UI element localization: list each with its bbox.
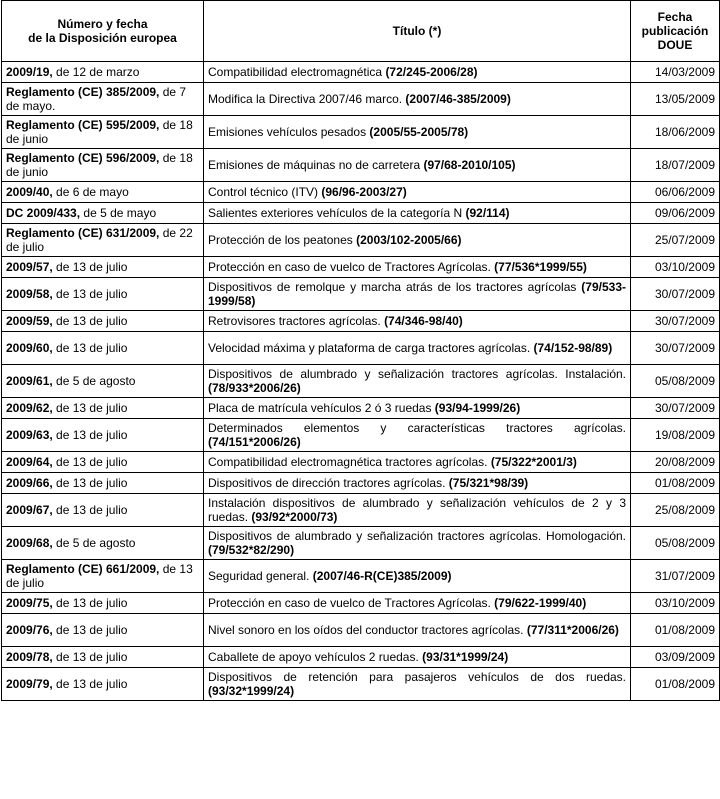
disposicion-fecha: de 6 de mayo — [52, 185, 129, 199]
cell-fecha-publicacion — [631, 398, 720, 419]
cell-titulo — [204, 647, 631, 668]
disposicion-fecha: de 13 de julio — [52, 623, 128, 637]
disposicion-numero: 2009/62, — [6, 401, 53, 415]
table-row — [2, 365, 720, 398]
cell-titulo — [204, 668, 631, 701]
titulo-texto: Protección en caso de vuelco de Tractores Agrícolas. — [208, 260, 495, 274]
fecha-doue: 19/08/2009 — [654, 428, 715, 442]
titulo-referencia: (74/151*2006/26) — [208, 435, 301, 449]
disposicion-fecha: de 13 de julio — [52, 314, 128, 328]
cell-fecha-publicacion — [631, 419, 720, 452]
fecha-doue: 03/09/2009 — [654, 650, 715, 664]
table-row — [2, 83, 720, 116]
cell-titulo — [204, 527, 631, 560]
disposicion-fecha: de 13 de julio — [52, 341, 128, 355]
fecha-doue: 05/08/2009 — [654, 536, 715, 550]
fecha-doue: 01/08/2009 — [654, 677, 715, 691]
header-numero-fecha: Número y fecha de la Disposición europea — [2, 1, 204, 62]
table-row — [2, 398, 720, 419]
table-row — [2, 560, 720, 593]
titulo-referencia: (74/346-98/40) — [384, 314, 463, 328]
titulo-texto: Dispositivos de alumbrado y señalización tractores agrícolas. Instalación. — [208, 367, 626, 381]
disposicion-fecha: de 13 de julio — [52, 401, 128, 415]
titulo-referencia: (93/92*2000/73) — [251, 510, 338, 524]
table-row — [2, 257, 720, 278]
titulo-referencia: (79/622-1999/40) — [494, 596, 587, 610]
cell-fecha-publicacion — [631, 116, 720, 149]
table-row — [2, 332, 720, 365]
cell-titulo — [204, 83, 631, 116]
cell-numero-fecha — [2, 419, 204, 452]
titulo-referencia: (75/322*2001/3) — [490, 455, 577, 469]
titulo-referencia: (79/533-1999/58) — [208, 280, 626, 308]
cell-numero-fecha — [2, 278, 204, 311]
table-row — [2, 62, 720, 83]
table-row — [2, 593, 720, 614]
titulo-referencia: (75/321*98/39) — [448, 476, 529, 490]
titulo-texto: Emisiones vehículos pesados — [208, 125, 370, 139]
titulo-texto: Emisiones de máquinas no de carretera — [208, 158, 424, 172]
titulo-referencia: (93/31*1999/24) — [422, 650, 509, 664]
table-row — [2, 149, 720, 182]
titulo-referencia: (2007/46-385/2009) — [405, 92, 511, 106]
titulo-texto: Nivel sonoro en los oídos del conductor tractores agrícolas. — [208, 623, 527, 637]
titulo-texto: Instalación dispositivos de alumbrado y señalización vehículos de 2 y 3 ruedas. — [208, 496, 626, 524]
titulo-referencia: (74/152-98/89) — [533, 341, 613, 355]
fecha-doue: 18/06/2009 — [654, 125, 715, 139]
header-fecha-publicacion: Fecha publicación DOUE — [631, 1, 720, 62]
cell-titulo — [204, 560, 631, 593]
table-header-row — [2, 1, 720, 62]
cell-titulo — [204, 365, 631, 398]
cell-titulo — [204, 149, 631, 182]
disposicion-numero: DC 2009/433, — [6, 206, 81, 220]
disposicion-numero: 2009/58, — [6, 287, 53, 301]
disposicion-fecha: de 13 de julio — [52, 455, 128, 469]
cell-numero-fecha — [2, 62, 204, 83]
disposicion-fecha: de 7 de mayo. — [6, 85, 187, 113]
disposicion-fecha: de 13 de julio — [52, 677, 128, 691]
cell-numero-fecha — [2, 203, 204, 224]
titulo-texto: Protección en caso de vuelco de Tractores Agrícolas. — [208, 596, 495, 610]
cell-numero-fecha — [2, 452, 204, 473]
disposicion-numero: 2009/78, — [6, 650, 53, 664]
cell-numero-fecha — [2, 560, 204, 593]
titulo-referencia: (96/96-2003/27) — [321, 185, 407, 199]
fecha-doue: 30/07/2009 — [654, 341, 715, 355]
disposicion-numero: Reglamento (CE) 661/2009, — [6, 562, 160, 576]
cell-numero-fecha — [2, 311, 204, 332]
cell-numero-fecha — [2, 494, 204, 527]
disposicion-numero: Reglamento (CE) 385/2009, — [6, 85, 160, 99]
disposicion-fecha: de 13 de julio — [52, 596, 128, 610]
disposicion-numero: Reglamento (CE) 596/2009, — [6, 151, 160, 165]
fecha-doue: 03/10/2009 — [654, 596, 715, 610]
cell-numero-fecha — [2, 398, 204, 419]
fecha-doue: 30/07/2009 — [654, 314, 715, 328]
titulo-texto: Caballete de apoyo vehículos 2 ruedas. — [208, 650, 423, 664]
cell-numero-fecha — [2, 83, 204, 116]
cell-titulo — [204, 332, 631, 365]
disposicion-fecha: de 13 de julio — [52, 650, 128, 664]
cell-fecha-publicacion — [631, 494, 720, 527]
titulo-texto: Salientes exteriores vehículos de la categoría N — [208, 206, 466, 220]
disposicion-fecha: de 13 de julio — [52, 287, 128, 301]
fecha-doue: 09/06/2009 — [654, 206, 715, 220]
cell-numero-fecha — [2, 116, 204, 149]
disposicion-numero: 2009/60, — [6, 341, 53, 355]
fecha-doue: 06/06/2009 — [654, 185, 715, 199]
cell-fecha-publicacion — [631, 593, 720, 614]
cell-fecha-publicacion — [631, 278, 720, 311]
cell-titulo — [204, 224, 631, 257]
titulo-referencia: (78/933*2006/26) — [208, 381, 301, 395]
disposicion-numero: 2009/75, — [6, 596, 53, 610]
titulo-texto: Dispositivos de dirección tractores agrícolas. — [208, 476, 449, 490]
cell-titulo — [204, 203, 631, 224]
titulo-texto: Protección de los peatones — [208, 233, 357, 247]
disposicion-fecha: de 13 de julio — [52, 503, 128, 517]
cell-numero-fecha — [2, 257, 204, 278]
disposicion-fecha: de 5 de agosto — [52, 374, 136, 388]
cell-titulo — [204, 494, 631, 527]
disposicion-numero: 2009/64, — [6, 455, 53, 469]
table-row — [2, 224, 720, 257]
disposicion-numero: Reglamento (CE) 595/2009, — [6, 118, 160, 132]
fecha-doue: 01/08/2009 — [654, 476, 715, 490]
fecha-doue: 05/08/2009 — [654, 374, 715, 388]
cell-fecha-publicacion — [631, 257, 720, 278]
disposicion-fecha: de 13 de julio — [52, 260, 128, 274]
titulo-texto: Control técnico (ITV) — [208, 185, 322, 199]
titulo-texto: Seguridad general. — [208, 569, 313, 583]
cell-fecha-publicacion — [631, 62, 720, 83]
titulo-texto: Velocidad máxima y plataforma de carga tractores agrícolas. — [208, 341, 534, 355]
titulo-texto: Dispositivos de remolque y marcha atrás de los tractores agrícolas — [208, 280, 582, 294]
titulo-texto: Determinados elementos y características tractores agrícolas. — [208, 421, 626, 435]
fecha-doue: 30/07/2009 — [654, 401, 715, 415]
disposicion-numero: 2009/68, — [6, 536, 53, 550]
cell-fecha-publicacion — [631, 647, 720, 668]
cell-fecha-publicacion — [631, 365, 720, 398]
disposicion-fecha: de 12 de marzo — [52, 65, 140, 79]
titulo-referencia: (93/32*1999/24) — [208, 684, 295, 698]
disposicion-fecha: de 13 de julio — [52, 476, 128, 490]
cell-titulo — [204, 257, 631, 278]
disposicion-fecha: de 13 de julio — [52, 428, 128, 442]
fecha-doue: 31/07/2009 — [654, 569, 715, 583]
table-row — [2, 203, 720, 224]
disposicion-numero: 2009/67, — [6, 503, 53, 517]
cell-titulo — [204, 452, 631, 473]
cell-titulo — [204, 116, 631, 149]
cell-fecha-publicacion — [631, 473, 720, 494]
titulo-texto: Dispositivos de retención para pasajeros vehículos de dos ruedas. — [208, 670, 626, 684]
cell-titulo — [204, 278, 631, 311]
cell-titulo — [204, 593, 631, 614]
cell-numero-fecha — [2, 473, 204, 494]
cell-fecha-publicacion — [631, 452, 720, 473]
table-row — [2, 668, 720, 701]
titulo-texto: Compatibilidad electromagnética — [208, 65, 386, 79]
titulo-texto: Retrovisores tractores agrícolas. — [208, 314, 385, 328]
cell-titulo — [204, 311, 631, 332]
cell-fecha-publicacion — [631, 332, 720, 365]
disposicion-numero: 2009/59, — [6, 314, 53, 328]
table-row — [2, 311, 720, 332]
fecha-doue: 25/07/2009 — [654, 233, 715, 247]
disposicion-numero: 2009/19, — [6, 65, 53, 79]
cell-numero-fecha — [2, 668, 204, 701]
fecha-doue: 03/10/2009 — [654, 260, 715, 274]
cell-fecha-publicacion — [631, 311, 720, 332]
cell-fecha-publicacion — [631, 182, 720, 203]
cell-fecha-publicacion — [631, 83, 720, 116]
fecha-doue: 18/07/2009 — [654, 158, 715, 172]
disposicion-numero: 2009/40, — [6, 185, 53, 199]
cell-numero-fecha — [2, 527, 204, 560]
cell-titulo — [204, 473, 631, 494]
disposicion-fecha: de 5 de agosto — [52, 536, 136, 550]
disposicion-numero: 2009/76, — [6, 623, 53, 637]
titulo-texto: Placa de matrícula vehículos 2 ó 3 ruedas — [208, 401, 435, 415]
cell-numero-fecha — [2, 182, 204, 203]
table-row — [2, 182, 720, 203]
table-row — [2, 614, 720, 647]
fecha-doue: 14/03/2009 — [654, 65, 715, 79]
header-titulo: Título (*) — [204, 1, 631, 62]
cell-fecha-publicacion — [631, 560, 720, 593]
cell-fecha-publicacion — [631, 224, 720, 257]
cell-titulo — [204, 419, 631, 452]
cell-numero-fecha — [2, 593, 204, 614]
cell-numero-fecha — [2, 332, 204, 365]
titulo-referencia: (2005/55-2005/78) — [369, 125, 469, 139]
table-row — [2, 473, 720, 494]
cell-titulo — [204, 614, 631, 647]
titulo-referencia: (2003/102-2005/66) — [356, 233, 462, 247]
cell-numero-fecha — [2, 224, 204, 257]
titulo-referencia: (97/68-2010/105) — [423, 158, 516, 172]
titulo-texto: Compatibilidad electromagnética tractores agrícolas. — [208, 455, 491, 469]
table-row — [2, 419, 720, 452]
disposiciones-table — [1, 0, 720, 701]
cell-numero-fecha — [2, 149, 204, 182]
disposicion-fecha: de 18 de junio — [6, 151, 193, 179]
titulo-texto: Modifica la Directiva 2007/46 marco. — [208, 92, 406, 106]
cell-fecha-publicacion — [631, 614, 720, 647]
disposicion-fecha: de 5 de mayo — [80, 206, 157, 220]
disposicion-numero: 2009/66, — [6, 476, 53, 490]
titulo-referencia: (93/94-1999/26) — [434, 401, 521, 415]
cell-titulo — [204, 398, 631, 419]
table-row — [2, 494, 720, 527]
fecha-doue: 30/07/2009 — [654, 287, 715, 301]
titulo-referencia: (72/245-2006/28) — [385, 65, 478, 79]
table-row — [2, 116, 720, 149]
table-row — [2, 527, 720, 560]
cell-numero-fecha — [2, 647, 204, 668]
disposicion-numero: 2009/63, — [6, 428, 53, 442]
cell-fecha-publicacion — [631, 668, 720, 701]
cell-titulo — [204, 182, 631, 203]
disposicion-numero: 2009/57, — [6, 260, 53, 274]
titulo-referencia: (77/536*1999/55) — [494, 260, 587, 274]
cell-numero-fecha — [2, 365, 204, 398]
titulo-referencia: (77/311*2006/26) — [526, 623, 619, 637]
cell-titulo — [204, 62, 631, 83]
fecha-doue: 01/08/2009 — [654, 623, 715, 637]
titulo-referencia: (2007/46-R(CE)385/2009) — [312, 569, 452, 583]
disposicion-numero: Reglamento (CE) 631/2009, — [6, 226, 160, 240]
disposicion-fecha: de 18 de junio — [6, 118, 193, 146]
cell-fecha-publicacion — [631, 149, 720, 182]
cell-numero-fecha — [2, 614, 204, 647]
disposicion-numero: 2009/61, — [6, 374, 53, 388]
cell-fecha-publicacion — [631, 527, 720, 560]
titulo-referencia: (79/532*82/290) — [208, 543, 295, 557]
fecha-doue: 20/08/2009 — [654, 455, 715, 469]
table-row — [2, 452, 720, 473]
titulo-texto: Dispositivos de alumbrado y señalización tractores agrícolas. Homologación. — [208, 529, 626, 543]
fecha-doue: 13/05/2009 — [654, 92, 715, 106]
table-row — [2, 278, 720, 311]
cell-fecha-publicacion — [631, 203, 720, 224]
disposicion-fecha: de 13 de julio — [6, 562, 193, 590]
table-body — [2, 62, 720, 701]
disposicion-fecha: de 22 de julio — [6, 226, 193, 254]
titulo-referencia: (92/114) — [465, 206, 510, 220]
disposicion-numero: 2009/79, — [6, 677, 53, 691]
fecha-doue: 25/08/2009 — [654, 503, 715, 517]
table-row — [2, 647, 720, 668]
